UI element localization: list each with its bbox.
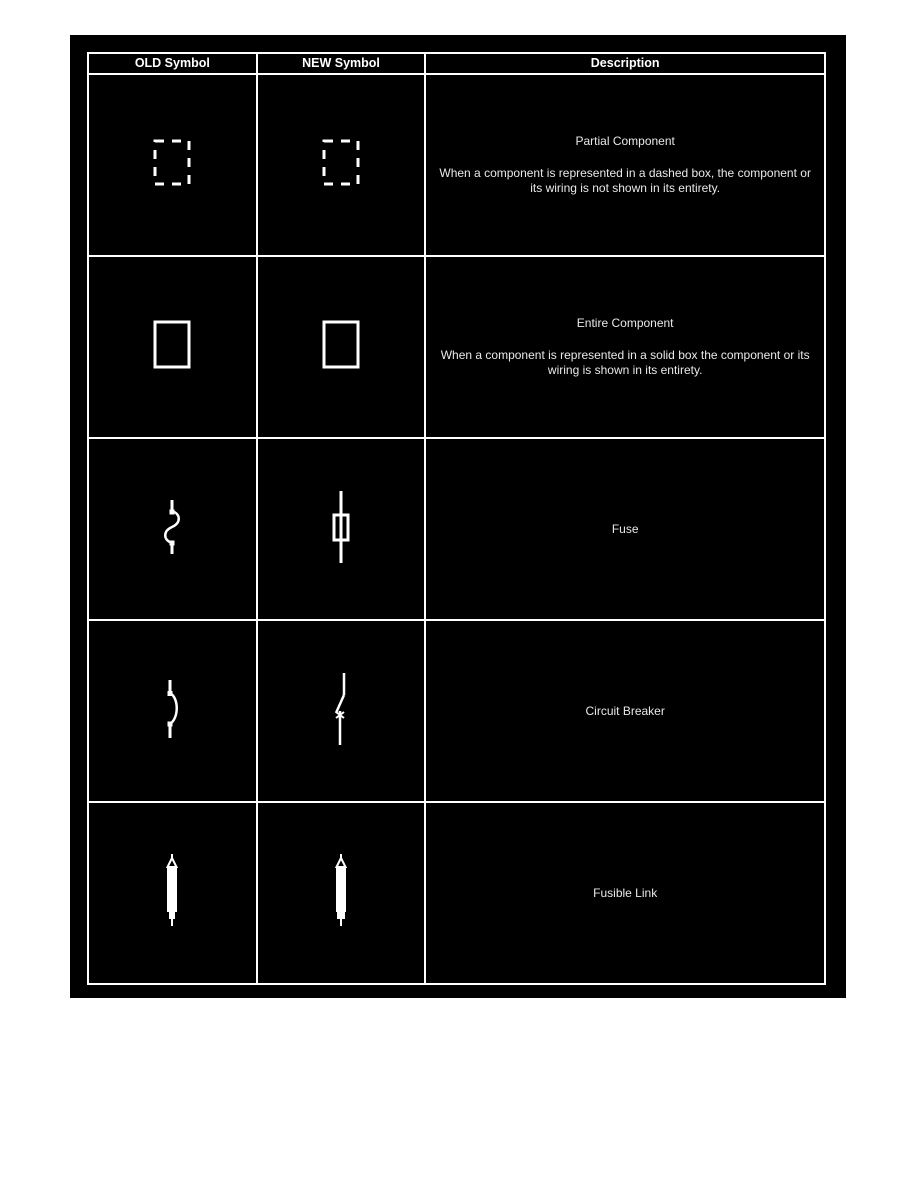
description-cell: [425, 256, 825, 438]
symbol-legend-table: [87, 52, 826, 985]
table-row-circuit-breaker: [88, 620, 825, 802]
dashed-box-icon: [318, 135, 364, 191]
table-row-fusible-link: [88, 802, 825, 984]
table-row-partial-component: [88, 74, 825, 256]
description-title: Entire Component: [576, 316, 674, 330]
fusible-link-new-icon: [326, 853, 356, 929]
header-row: [88, 53, 825, 74]
old-symbol-cell: [88, 438, 257, 620]
new-symbol-cell: [257, 256, 426, 438]
new-symbol-cell: [257, 74, 426, 256]
description-body: When a component is represented in a dashed box, the component or its wiring is not shown in its entirety.: [439, 166, 811, 195]
column-header-old-symbol: OLD Symbol: [88, 53, 257, 74]
description-title: Fuse: [611, 521, 639, 536]
description-cell: [425, 438, 825, 620]
fuse-old-icon: [154, 498, 190, 556]
new-symbol-cell: [257, 438, 426, 620]
solid-box-icon: [149, 317, 195, 373]
new-symbol-cell: [257, 620, 426, 802]
circuit-breaker-new-icon: [323, 671, 359, 747]
fusible-link-old-icon: [157, 853, 187, 929]
description-cell: [425, 74, 825, 256]
old-symbol-cell: [88, 74, 257, 256]
description-cell: [425, 620, 825, 802]
circuit-breaker-old-icon: [154, 678, 190, 740]
column-header-description: Description: [425, 53, 825, 74]
fuse-new-icon: [323, 489, 359, 565]
dashed-box-icon: [149, 135, 195, 191]
scanned-page: [70, 35, 846, 998]
description-title: Partial Component: [575, 134, 675, 148]
new-symbol-cell: [257, 802, 426, 984]
old-symbol-cell: [88, 256, 257, 438]
description-title: Circuit Breaker: [585, 703, 665, 718]
table-row-fuse: [88, 438, 825, 620]
old-symbol-cell: [88, 802, 257, 984]
old-symbol-cell: [88, 620, 257, 802]
column-header-new-symbol: NEW Symbol: [257, 53, 426, 74]
description-title: Fusible Link: [593, 885, 658, 900]
table-row-entire-component: [88, 256, 825, 438]
solid-box-icon: [318, 317, 364, 373]
description-body: When a component is represented in a solid box the component or its wiring is shown in its entirety.: [440, 348, 810, 377]
description-cell: [425, 802, 825, 984]
